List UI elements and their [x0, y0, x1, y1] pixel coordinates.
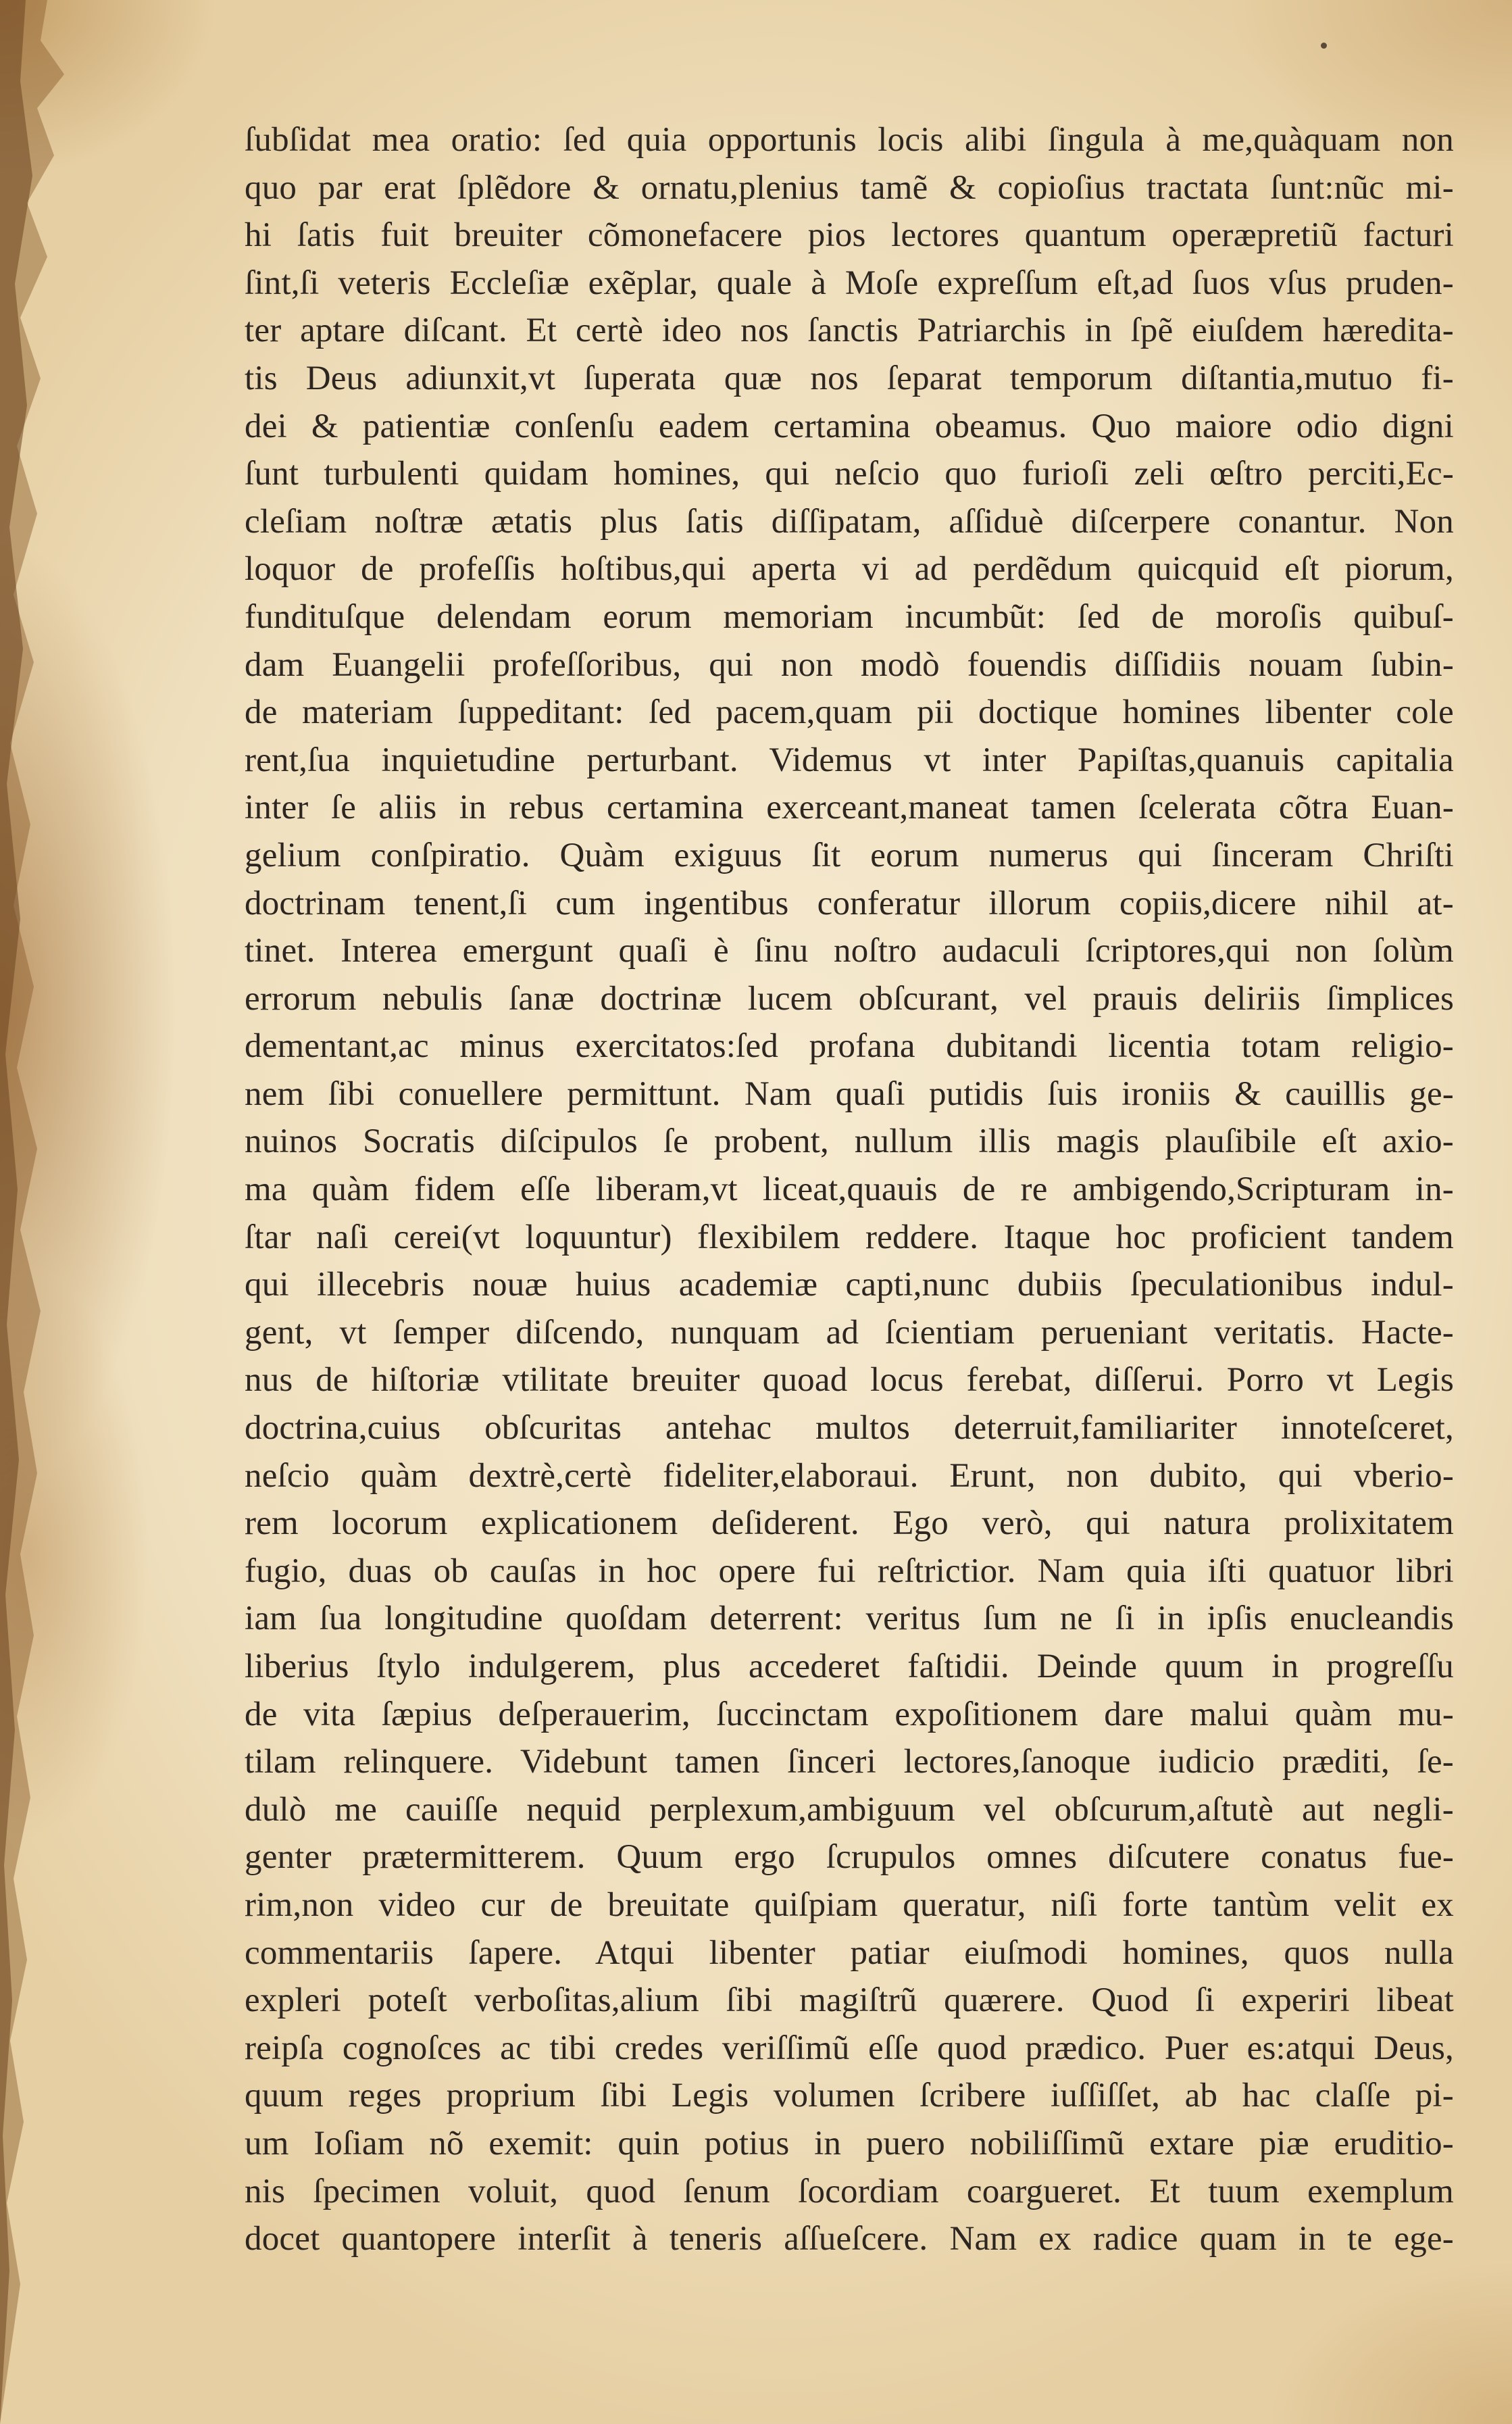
- text-line: ma quàm fidem eſſe liberam,vt liceat,quauis de re ambigendo,Scripturam in-: [245, 1170, 1454, 1209]
- text-line: rent,ſua inquietudine perturbant. Videmus vt inter Papiſtas,quanuis capitalia: [245, 741, 1454, 779]
- damaged-page-edge: [0, 0, 155, 2424]
- text-line: expleri poteſt verboſitas,alium ſibi magiſtrũ quærere. Quod ſi experiri libeat: [245, 1981, 1454, 2020]
- text-line: loquor de profeſſis hoſtibus,qui aperta vi ad perdẽdum quicquid eſt piorum,: [245, 550, 1454, 589]
- text-line: doctrinam tenent,ſi cum ingentibus conferatur illorum copiis,dicere nihil at-: [245, 884, 1454, 922]
- text-line: dei & patientiæ conſenſu eadem certamina obeamus. Quo maiore odio digni: [245, 407, 1454, 445]
- ink-dot: [1321, 43, 1327, 49]
- text-line: inter ſe aliis in rebus certamina exerceant,maneat tamen ſcelerata cõtra Euan-: [245, 789, 1454, 827]
- text-line: tilam relinquere. Videbunt tamen ſinceri lectores,ſanoque iudicio præditi, ſe-: [245, 1743, 1454, 1781]
- text-line: cleſiam noſtræ ætatis plus ſatis diſſipatam, aſſiduè diſcerpere conantur. Non: [245, 502, 1454, 541]
- text-line: hi ſatis fuit breuiter cõmonefacere pios lectores quantum operæpretiũ facturi: [245, 216, 1454, 255]
- text-line: qui illecebris nouæ huius academiæ capti,nunc dubiis ſpeculationibus indul-: [245, 1266, 1454, 1304]
- text-line: tis Deus adiunxit,vt ſuperata quæ nos ſeparat temporum diſtantia,mutuo fi-: [245, 359, 1454, 397]
- text-line: liberius ſtylo indulgerem, plus accederet faſtidii. Deinde quum in progreſſu: [245, 1648, 1454, 1685]
- text-line: gent, vt ſemper diſcendo, nunquam ad ſcientiam perueniant veritatis. Hacte-: [245, 1313, 1454, 1352]
- text-line: nis ſpecimen voluit, quod ſenum ſocordiam coargueret. Et tuum exemplum: [245, 2172, 1454, 2210]
- text-line: quum reges proprium ſibi Legis volumen ſcribere iuſſiſſet, ab hac claſſe pi-: [245, 2077, 1454, 2115]
- text-line: dulò me cauiſſe nequid perplexum,ambiguum vel obſcurum,aſtutè aut negli-: [245, 1790, 1454, 1829]
- text-line: fugio, duas ob cauſas in hoc opere fui reſtrictior. Nam quia iſti quatuor libri: [245, 1552, 1454, 1590]
- text-line: dam Euangelii profeſſoribus, qui non modò fouendis diſſidiis nouam ſubin-: [245, 645, 1454, 684]
- text-line: nem ſibi conuellere permittunt. Nam quaſi putidis ſuis ironiis & cauillis ge-: [245, 1074, 1454, 1113]
- text-line: docet quantopere interſit à teneris aſſueſcere. Nam ex radice quam in te ege-: [245, 2220, 1454, 2258]
- text-line: quo par erat ſplẽdore & ornatu,plenius tamẽ & copioſius tractata ſunt:nũc mi-: [245, 168, 1454, 207]
- text-line: commentariis ſapere. Atqui libenter patiar eiuſmodi homines, quos nulla: [245, 1933, 1454, 1972]
- text-line: gelium conſpiratio. Quàm exiguus ſit eorum numerus qui ſinceram Chriſti: [245, 836, 1454, 874]
- text-line: doctrina,cuius obſcuritas antehac multos deterruit,familiariter innoteſceret,: [245, 1409, 1454, 1448]
- text-line: ſunt turbulenti quidam homines, qui neſcio quo furioſi zeli œſtro perciti,Ec-: [245, 455, 1454, 493]
- text-line: neſcio quàm dextrè,certè fideliter,elaboraui. Erunt, non dubito, qui vberio-: [245, 1456, 1454, 1495]
- text-line: reipſa cognoſces ac tibi credes veriſſimũ eſſe quod prædico. Puer es:atqui Deus,: [245, 2029, 1454, 2067]
- text-line: rem locorum explicationem deſiderent. Ego verò, qui natura prolixitatem: [245, 1504, 1454, 1543]
- text-line: ſubſidat mea oratio: ſed quia opportunis locis alibi ſingula à me,quàquam non: [245, 121, 1454, 159]
- text-line: ſtar naſi cerei(vt loquuntur) flexibilem reddere. Itaque hoc proficient tandem: [245, 1218, 1454, 1256]
- text-line: errorum nebulis ſanæ doctrinæ lucem obſcurant, vel prauis deliriis ſimplices: [245, 979, 1454, 1018]
- text-line: de materiam ſuppeditant: ſed pacem,quam pii doctique homines libenter cole: [245, 693, 1454, 732]
- body-text: [245, 116, 1454, 2310]
- text-line: ſint,ſi veteris Eccleſiæ exẽplar, quale à Moſe expreſſum eſt,ad ſuos vſus pruden-: [245, 264, 1454, 302]
- text-line: iam ſua longitudine quoſdam deterrent: veritus ſum ne ſi in ipſis enucleandis: [245, 1600, 1454, 1638]
- text-line: ter aptare diſcant. Et certè ideo nos ſanctis Patriarchis in ſpẽ eiuſdem hæredita-: [245, 312, 1454, 350]
- text-line: fundituſque delendam eorum memoriam incumbũt: ſed de moroſis quibuſ-: [245, 597, 1454, 636]
- text-line: de vita ſæpius deſperauerim, ſuccinctam expoſitionem dare malui quàm mu-: [245, 1695, 1454, 1733]
- text-line: dementant,ac minus exercitatos:ſed profana dubitandi licentia totam religio-: [245, 1027, 1454, 1066]
- text-line: [245, 2263, 1454, 2311]
- text-line: um Ioſiam nõ exemit: quin potius in puero nobiliſſimũ extare piæ eruditio-: [245, 2124, 1454, 2162]
- text-line: rim,non video cur de breuitate quiſpiam queratur, niſi forte tantùm velit ex: [245, 1885, 1454, 1924]
- text-line: genter prætermitterem. Quum ergo ſcrupulos omnes diſcutere conatus fue-: [245, 1838, 1454, 1877]
- text-line: tinet. Interea emergunt quaſi è ſinu noſtro audaculi ſcriptores,qui non ſolùm: [245, 932, 1454, 970]
- text-line: nuinos Socratis diſcipulos ſe probent, nullum illis magis plauſibile eſt axio-: [245, 1122, 1454, 1161]
- text-line: nus de hiſtoriæ vtilitate breuiter quoad locus ferebat, diſſerui. Porro vt Legis: [245, 1361, 1454, 1400]
